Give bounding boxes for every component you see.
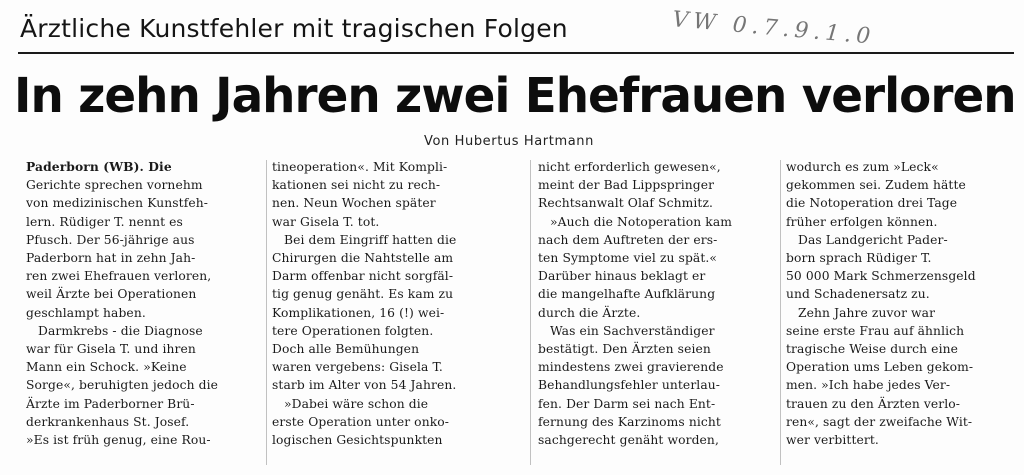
article-line: tere Operationen folgten. (272, 323, 434, 338)
article-line: weil Ärzte bei Operationen (26, 287, 197, 302)
article-line: Pfusch. Der 56-jährige aus (26, 232, 195, 247)
kicker-rule (18, 52, 1014, 54)
article-line: Sorge«, beruhigten jedoch die (26, 378, 218, 393)
article-line: Darmkrebs - die Diagnose (38, 323, 203, 338)
article-line: Chirurgen die Nahtstelle am (272, 251, 454, 266)
article-line: nicht erforderlich gewesen«, (538, 160, 721, 174)
article-line: starb im Alter von 54 Jahren. (272, 378, 457, 393)
article-line: seine erste Frau auf ähnlich (786, 323, 965, 338)
article-kicker: Ärztliche Kunstfehler mit tragischen Folgen (20, 14, 568, 43)
article-line: und Schadenersatz zu. (786, 287, 930, 302)
article-line: men. »Ich habe jedes Ver- (786, 378, 951, 393)
article-line: tig genug genäht. Es kam zu (272, 287, 454, 302)
article-line: ren«, sagt der zweifache Wit- (786, 414, 973, 429)
article-line: geschlampt haben. (26, 305, 146, 320)
article-line: die mangelhafte Aufklärung (538, 287, 716, 302)
article-line: Gerichte sprechen vornehm (26, 178, 203, 193)
article-column-2 (272, 158, 524, 449)
article-line: wer verbittert. (786, 433, 879, 448)
article-column-1 (26, 158, 264, 449)
article-line: Mann ein Schock. »Keine (26, 360, 187, 375)
article-line: tineoperation«. Mit Kompli- (272, 160, 448, 174)
column-divider (266, 160, 267, 465)
article-column-4 (786, 158, 1006, 449)
article-line: Doch alle Bemühungen (272, 342, 420, 357)
article-line: waren vergebens: Gisela T. (272, 360, 443, 375)
article-line: Ärzte im Paderborner Brü- (26, 396, 195, 411)
article-line: sachgerecht genäht worden, (538, 433, 719, 448)
article-line: nen. Neun Wochen später (272, 196, 436, 211)
article-line: wodurch es zum »Leck« (786, 160, 939, 174)
article-line: meint der Bad Lippspringer (538, 178, 715, 193)
article-line: Rechtsanwalt Olaf Schmitz. (538, 196, 714, 211)
article-line: Operation ums Leben gekom- (786, 360, 974, 375)
article-line: Komplikationen, 16 (!) wei- (272, 305, 445, 320)
article-line: nach dem Auftreten der ers- (538, 232, 718, 247)
column-divider (530, 160, 531, 465)
article-line: Darm offenbar nicht sorgfäl- (272, 269, 454, 284)
article-line: logischen Gesichtspunkten (272, 433, 443, 448)
article-line: Das Landgericht Pader- (798, 232, 948, 247)
article-column-3 (538, 158, 778, 449)
article-line: Paderborn (WB). Die (26, 159, 172, 174)
article-line: lern. Rüdiger T. nennt es (26, 214, 183, 229)
article-headline: In zehn Jahren zwei Ehefrauen verloren (14, 68, 1016, 124)
article-line: Bei dem Eingriff hatten die (284, 232, 457, 247)
column-divider (780, 160, 781, 465)
article-line: 50 000 Mark Schmerzensgeld (786, 269, 976, 284)
article-line: born sprach Rüdiger T. (786, 251, 932, 266)
article-line: Behandlungsfehler unterlau- (538, 378, 721, 393)
article-line: tragische Weise durch eine (786, 342, 958, 357)
article-line: mindestens zwei gravierende (538, 360, 724, 375)
article-line: fernung des Karzinoms nicht (538, 414, 721, 429)
article-line: fen. Der Darm sei nach Ent- (538, 396, 716, 411)
handwritten-note: VW 0.7.9.1.0 (671, 7, 877, 50)
article-byline: Von Hubertus Hartmann (424, 134, 594, 149)
article-line: die Notoperation drei Tage (786, 196, 958, 211)
article-line: Zehn Jahre zuvor war (798, 305, 936, 320)
article-line: »Es ist früh genug, eine Rou- (26, 433, 211, 448)
article-line: durch die Ärzte. (538, 305, 641, 320)
article-line: war Gisela T. tot. (272, 214, 380, 229)
article-line: ten Symptome viel zu spät.« (538, 251, 718, 266)
article-line: trauen zu den Ärzten verlo- (786, 396, 961, 411)
article-line: war für Gisela T. und ihren (26, 342, 196, 357)
article-line: Was ein Sachverständiger (550, 323, 715, 338)
article-line: Paderborn hat in zehn Jah- (26, 251, 196, 266)
article-line: von medizinischen Kunstfeh- (26, 196, 209, 211)
article-line: »Auch die Notoperation kam (550, 214, 733, 229)
article-line: früher erfolgen können. (786, 214, 938, 229)
article-line: »Dabei wäre schon die (284, 396, 429, 411)
article-line: kationen sei nicht zu rech- (272, 178, 441, 193)
article-line: derkrankenhaus St. Josef. (26, 414, 190, 429)
article-line: erste Operation unter onko- (272, 414, 450, 429)
article-line: bestätigt. Den Ärzten seien (538, 342, 711, 357)
article-line: gekommen sei. Zudem hätte (786, 178, 966, 193)
article-line: Darüber hinaus beklagt er (538, 269, 706, 284)
article-line: ren zwei Ehefrauen verloren, (26, 269, 212, 284)
